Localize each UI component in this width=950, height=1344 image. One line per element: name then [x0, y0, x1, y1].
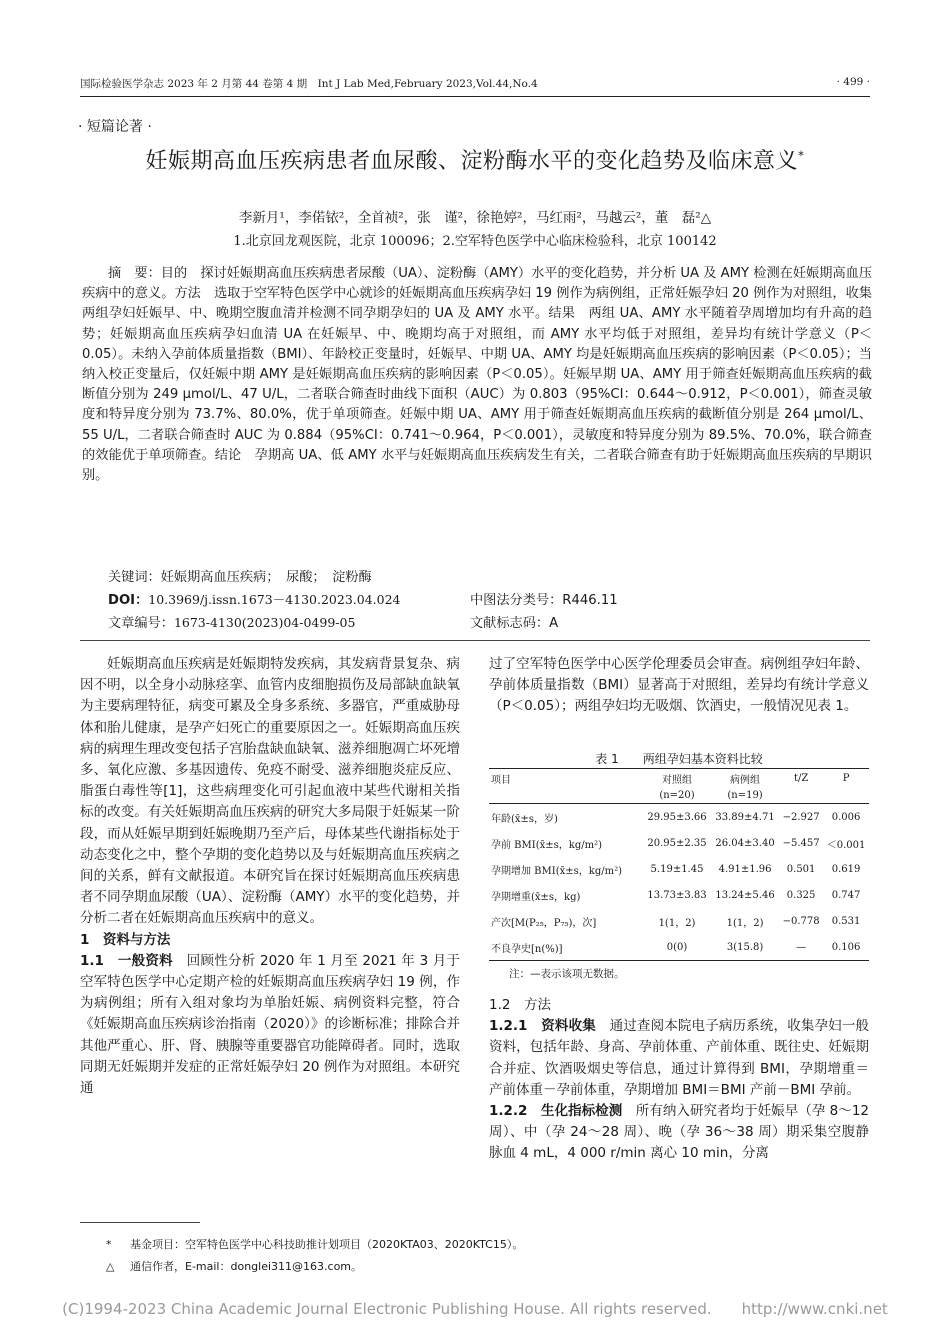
case-n: (n=19) [711, 788, 779, 804]
subsection-general-info [80, 951, 460, 1099]
col-control: 对照组 [643, 769, 711, 789]
subsection-data-collection [489, 1016, 869, 1101]
article-number-label: 文章编号： [108, 616, 174, 631]
baseline-table [489, 768, 869, 961]
col-case: 病例组 [711, 769, 779, 789]
table-note: 注：—表示该项无数据。 [509, 968, 625, 980]
table-row: 年龄(x̄±s，岁) 29.95±3.66 33.89±4.71 −2.927 0.006 [491, 811, 861, 825]
document-code: 文献标志码：A [470, 616, 559, 631]
control-n: (n=20) [643, 788, 711, 804]
subsection-1-1-text: 回顾性分析 2020 年 1 月至 2021 年 3 月于空军特色医学中心定期产检的妊娠期高血压疾病孕妇 19 例，作为病例组；所有入组对象均为单胎妊娠、病例资料完整，符合《妊娠期高血压疾病诊治指南（2020）》的诊断标准；排除合并其他严重心、肝、肾、胰腺等重要器官功能障碍者。同时，选取同期无妊娠期并发症的正常妊娠孕妇 20 例作为对照组。本研究通 [80, 952, 460, 1097]
journal-info: 国际检验医学杂志 2023 年 2 月第 44 卷第 4 期 Int J Lab Med,February 2023,Vol.44,No.4 [80, 78, 538, 90]
doi-value[interactable]: 10.3969/j.issn.1673－4130.2023.04.024 [148, 592, 401, 607]
running-header [80, 74, 870, 94]
doi[interactable] [108, 589, 401, 608]
table-row: 孕期增加 BMI(x̄±s，kg/m²) 5.19±1.45 4.91±1.96 0.501 0.619 [491, 863, 861, 877]
subheading-1-1: 1.1 一般资料 [80, 952, 173, 969]
section-label: · 短篇论著 · [78, 119, 152, 135]
abstract-label: 摘 要： [108, 266, 161, 281]
footnote-rule [80, 1222, 200, 1223]
heading-1-2: 1.2 方法 [489, 997, 551, 1013]
subheading-1-2-1: 1.2.1 资料收集 [489, 1018, 596, 1035]
intro-paragraph: 妊娠期高血压疾病是妊娠期特发疾病，其发病背景复杂、病因不明，以全身小动脉痉挛、血管内皮细胞损伤及局部缺血缺氧为主要病理特征，病变可累及全身多系统、多器官，严重威胁母体和胎儿健康，是孕产妇死亡的重要原因之一。妊娠期高血压疾病的病理生理改变包括子宫胎盘缺血缺氧、滋养细胞凋亡坏死增多、氧化应激、多基因遗传、免疫不耐受、滋养细胞炎症反应、脂蛋白毒性等[1]，这些病理变化可引起血液中某些代谢相关指标的改变。有关妊娠期高血压疾病的研究大多局限于妊娠某一阶段，而从妊娠早期到妊娠晚期乃至产后，母体某些代谢指标处于动态变化之中，整个孕期的变化趋势以及与妊娠期高血压疾病之间的关系，鲜有文献报道。本研究旨在探讨妊娠期高血压疾病患者不同孕期血尿酸（UA）、淀粉酶（AMY）水平的变化趋势，并分析二者在妊娠期高血压疾病中的意义。 [80, 656, 460, 927]
table-subheader-row [489, 788, 869, 804]
body-left-column [80, 654, 460, 1099]
corr-mark: △ [106, 1260, 115, 1273]
body-right-bottom [489, 995, 869, 1165]
authors: 李新月¹，李偌铱²，全首祯²，张 谨²，徐艳婷²，马红雨²，马越云²，董 磊²△ [238, 210, 712, 226]
subsection-1-2-2-text: 所有纳入研究者均于妊娠早（孕 8～12 周）、中（孕 24～28 周）、晚（孕 36～38 周）期采集空腹静脉血 4 mL，4 000 r/min 离心 10 min，分离 [489, 1103, 870, 1162]
table-row: 不良孕史[n(%)] 0(0) 3(15.8) — 0.106 [489, 934, 869, 961]
footnote-fund [106, 1236, 523, 1252]
doi-label: DOI： [108, 593, 149, 608]
ethics-paragraph: 过了空军特色医学中心医学伦理委员会审查。病例组孕妇年龄、孕前体质量指数（BMI）显著高于对照组，差异均有统计学意义（P＜0.05）；两组孕妇均无吸烟、饮酒史，一般情况见表 1。 [489, 656, 869, 715]
classification-number: 中图法分类号：R446.11 [470, 593, 618, 608]
col-tz: t/Z [779, 769, 823, 789]
table-row: 产次[M(P₂₅，P₇₅)，次] 1(1，2) 1(1，2) −0.778 0.531 [491, 915, 861, 929]
col-item: 项目 [489, 769, 643, 789]
subsection-1-2-1-text: 通过查阅本院电子病历系统，收集孕妇一般资料，包括年龄、身高、孕前体重、产前体重、既往史、妊娠期合并症、饮酒吸烟史等信息，通过计算得到 BMI，孕期增重＝产前体重－孕前体重，孕期增加 BMI＝BMI 产前－BMI 孕前。 [489, 1018, 870, 1098]
table-header-row [489, 769, 869, 789]
fund-text: 基金项目：空军特色医学中心科技助推计划项目（2020KTA03、2020KTC15）。 [130, 1238, 524, 1251]
abstract-separator [80, 640, 870, 641]
article-title [60, 144, 890, 175]
keywords: 关键词：妊娠期高血压疾病； 尿酸； 淀粉酶 [108, 570, 372, 585]
affiliations: 1.北京回龙观医院，北京 100096；2.空军特色医学中心临床检验科，北京 100142 [233, 234, 717, 249]
table-row: 孕期增重(x̄±s，kg) 13.73±3.83 13.24±5.46 0.325 0.747 [491, 889, 861, 903]
copyright-watermark: (C)1994-2023 China Academic Journal Electronic Publishing House. All rights reserved. http://www.cnki.net [62, 1300, 888, 1318]
corr-text[interactable]: 通信作者，E-mail：donglei311@163.com。 [130, 1260, 363, 1273]
table-caption: 表 1 两组孕妇基本资料比较 [595, 752, 763, 766]
article-number-value: 1673-4130(2023)04-0499-05 [173, 615, 356, 630]
subsection-biochem [489, 1101, 869, 1165]
title-footnote-mark: * [798, 148, 805, 163]
title-text: 妊娠期高血压疾病患者血尿酸、淀粉酶水平的变化趋势及临床意义 [145, 149, 798, 174]
heading-methods: 1 资料与方法 [80, 931, 171, 948]
header-rule [80, 96, 870, 97]
page-number: · 499 · [836, 76, 870, 88]
abstract-text: 目的 探讨妊娠期高血压疾病患者尿酸（UA）、淀粉酶（AMY）水平的变化趋势，并分析 UA 及 AMY 检测在妊娠期高血压疾病中的意义。方法 选取于空军特色医学中心就诊的妊娠期高血压疾病孕妇 19 例作为病例组，正常妊娠孕妇 20 例作为对照组，收集两组孕妇妊娠早、中、晚期空腹血清并检测不同孕期孕妇的 UA 及 AMY 水平。结果 两组 UA、AMY 水平随着孕周增加均有升高的趋势；妊娠期高血压疾病孕妇血清 UA 在妊娠早、中、晚期均高于对照组，而 AMY 水平均低于对照组，差异均有统计学意义（P＜0.05）。未纳入孕前体质量指数（BMI）、年龄校正变量时，妊娠早、中期 UA、AMY 均是妊娠期高血压疾病的影响因素（P＜0.05）；当纳入校正变量后，仅妊娠中期 AMY 是妊娠期高血压疾病的影响因素（P＜0.05）。妊娠早期 UA、AMY 用于筛查妊娠期高血压疾病的截断值分别为 249 μmol/L、47 U/L，二者联合筛查时曲线下面积（AUC）为 0.803（95%CI：0.644～0.912，P＜0.001），筛查灵敏度和特异度分别为 73.7%、80.0%，优于单项筛查。妊娠中期 UA、AMY 用于筛查妊娠期高血压疾病的截断值分别是 264 μmol/L、55 U/L，二者联合筛查时 AUC 为 0.884（95%CI：0.741～0.964，P＜0.001），灵敏度和特异度分别为 89.5%、70.0%，联合筛查的效能优于单项筛查。结论 孕期高 UA、低 AMY 水平与妊娠期高血压疾病发生有关，二者联合筛查有助于妊娠期高血压疾病的早期识别。 [82, 266, 873, 484]
article-number [108, 612, 355, 631]
abstract [82, 264, 872, 486]
fund-mark: * [106, 1238, 112, 1251]
footnote-corresponding [106, 1258, 362, 1274]
col-p: P [823, 769, 869, 789]
body-right-top [489, 654, 869, 718]
table-row: 孕前 BMI(x̄±s，kg/m²) 20.95±2.35 26.04±3.40 −5.457 ＜0.001 [491, 837, 866, 851]
subheading-1-2-2: 1.2.2 生化指标检测 [489, 1103, 623, 1120]
